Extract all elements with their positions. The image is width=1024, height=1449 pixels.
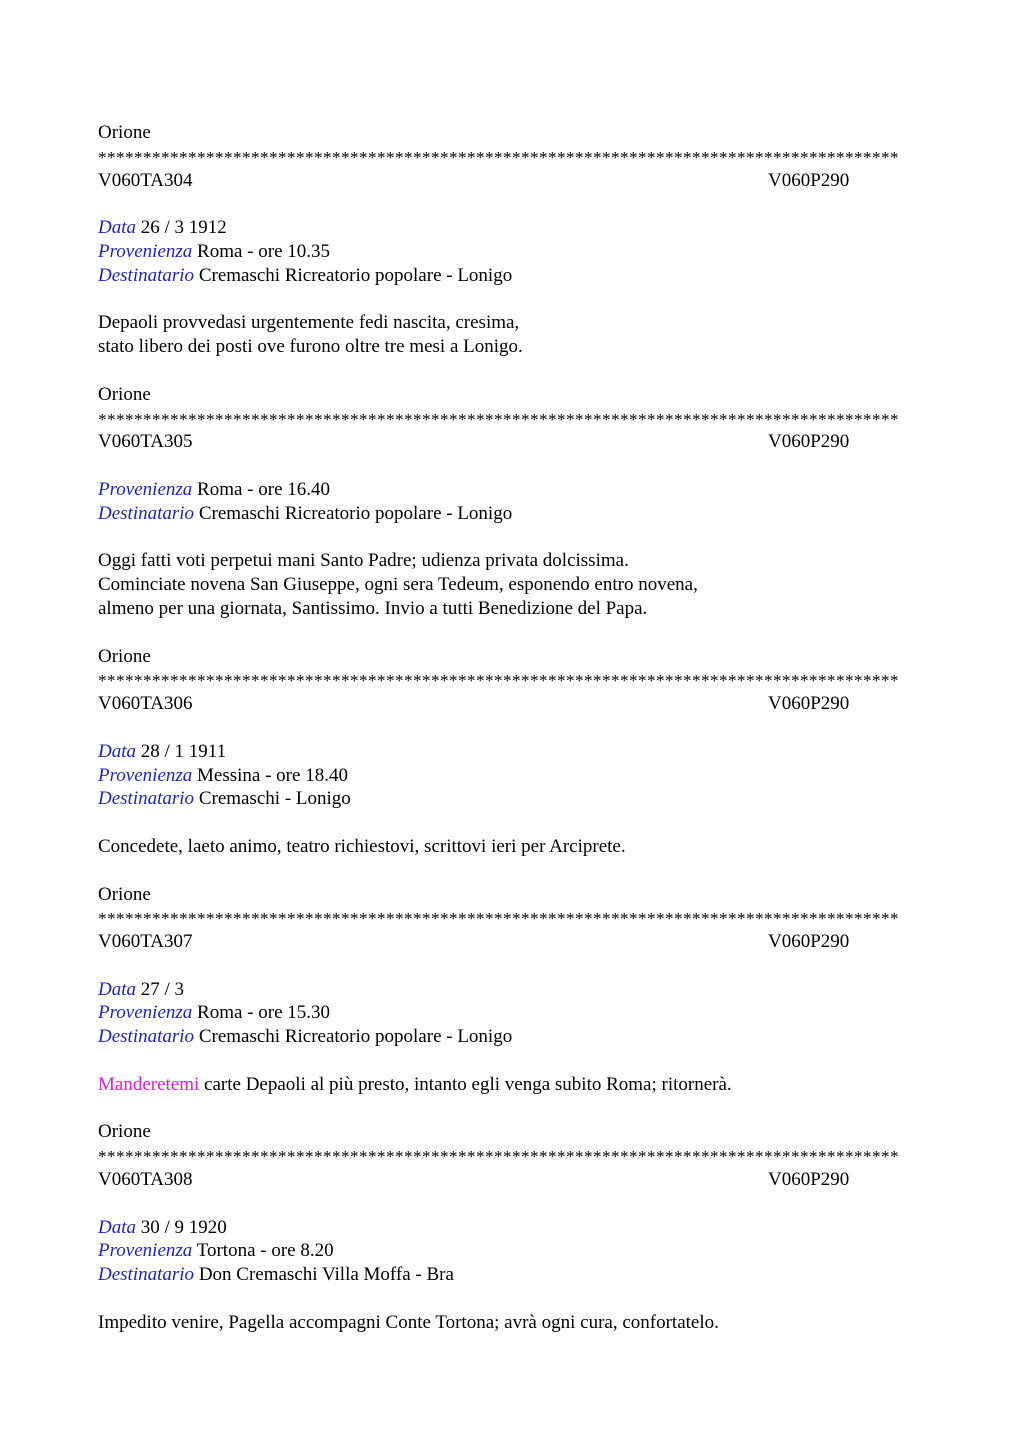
data-line <box>98 216 924 240</box>
entry-id: V060TA304 <box>98 169 193 191</box>
body-line: Impedito venire, Pagella accompagni Conte Tortona; avrà ogni cura, confortatelo. <box>98 1311 719 1333</box>
body-line <box>98 1073 924 1097</box>
destinatario-value: Cremaschi Ricreatorio popolare - Lonigo <box>198 1026 513 1048</box>
provenienza-value: Messina - ore 18.40 <box>197 764 348 786</box>
body-line: Cominciate novena San Giuseppe, ogni sera Tedeum, esponendo entro novena, <box>98 574 698 596</box>
destinatario-label: Destinatario <box>98 502 195 524</box>
provenienza-label: Provenienza <box>98 478 193 500</box>
data-label: Data <box>98 217 136 239</box>
destinatario-value: Don Cremaschi Villa Moffa - Bra <box>198 1264 454 1286</box>
separator: ***************************************************************************************** <box>98 409 899 429</box>
separator: ***************************************************************************************** <box>98 909 899 929</box>
provenienza-value: Roma - ore 10.35 <box>197 240 331 262</box>
document-page <box>98 121 924 1335</box>
page-ref: V060P290 <box>768 931 850 953</box>
data-label: Data <box>98 978 136 1000</box>
provenienza-value: Roma - ore 15.30 <box>197 1002 331 1024</box>
body-line: almeno per una giornata, Santissimo. Invio a tutti Benedizione del Papa. <box>98 597 648 619</box>
entry-id: V060TA307 <box>98 931 193 953</box>
destinatario-label: Destinatario <box>98 1026 195 1048</box>
destinatario-line <box>98 264 924 288</box>
destinatario-label: Destinatario <box>98 1264 195 1286</box>
provenienza-value: Tortona - ore 8.20 <box>196 1240 334 1262</box>
destinatario-line <box>98 502 924 526</box>
provenienza-line <box>98 1239 924 1263</box>
entry-header <box>98 692 924 716</box>
highlighted-word: Manderetemi <box>98 1073 200 1095</box>
body-line: Depaoli provvedasi urgentemente fedi nascita, cresima, <box>98 312 520 334</box>
page-ref: V060P290 <box>768 431 850 453</box>
destinatario-line <box>98 787 924 811</box>
destinatario-value: Cremaschi Ricreatorio popolare - Lonigo <box>198 502 513 524</box>
data-value: 30 / 9 1920 <box>140 1216 227 1238</box>
entry-id: V060TA306 <box>98 693 193 715</box>
destinatario-label: Destinatario <box>98 788 195 810</box>
page-ref: V060P290 <box>768 1169 850 1191</box>
signature: Orione <box>98 1121 151 1143</box>
signature: Orione <box>98 883 151 905</box>
body-line: Oggi fatti voti perpetui mani Santo Padre; udienza privata dolcissima. <box>98 550 629 572</box>
provenienza-label: Provenienza <box>98 764 193 786</box>
provenienza-line <box>98 240 924 264</box>
entry-header <box>98 169 924 193</box>
entry-id: V060TA305 <box>98 431 193 453</box>
separator: ***************************************************************************************** <box>98 1147 899 1167</box>
separator: ***************************************************************************************** <box>98 671 899 691</box>
data-line <box>98 740 924 764</box>
destinatario-value: Cremaschi Ricreatorio popolare - Lonigo <box>198 264 513 286</box>
separator: ***************************************************************************************** <box>98 147 899 167</box>
destinatario-line <box>98 1025 924 1049</box>
destinatario-value: Cremaschi - Lonigo <box>198 788 351 810</box>
page-ref: V060P290 <box>768 169 850 191</box>
provenienza-label: Provenienza <box>98 1002 193 1024</box>
data-label: Data <box>98 1216 136 1238</box>
provenienza-label: Provenienza <box>98 1240 193 1262</box>
data-value: 27 / 3 <box>140 978 185 1000</box>
provenienza-line <box>98 764 924 788</box>
data-line <box>98 1216 924 1240</box>
entry-header <box>98 430 924 454</box>
body-line: stato libero dei posti ove furono oltre tre mesi a Lonigo. <box>98 336 523 358</box>
data-value: 28 / 1 1911 <box>140 740 227 762</box>
provenienza-line <box>98 1001 924 1025</box>
provenienza-value: Roma - ore 16.40 <box>197 478 331 500</box>
entry-header <box>98 930 924 954</box>
entry-header <box>98 1168 924 1192</box>
data-line <box>98 978 924 1002</box>
destinatario-line <box>98 1263 924 1287</box>
body-text: carte Depaoli al più presto, intanto egli venga subito Roma; ritornerà. <box>199 1073 732 1095</box>
destinatario-label: Destinatario <box>98 264 195 286</box>
entry-id: V060TA308 <box>98 1169 193 1191</box>
data-value: 26 / 3 1912 <box>140 217 227 239</box>
signature: Orione <box>98 122 151 143</box>
provenienza-line <box>98 478 924 502</box>
signature: Orione <box>98 383 151 405</box>
body-line: Concedete, laeto animo, teatro richiestovi, scrittovi ieri per Arciprete. <box>98 835 626 857</box>
signature: Orione <box>98 645 151 667</box>
page-ref: V060P290 <box>768 693 850 715</box>
provenienza-label: Provenienza <box>98 240 193 262</box>
data-label: Data <box>98 740 136 762</box>
